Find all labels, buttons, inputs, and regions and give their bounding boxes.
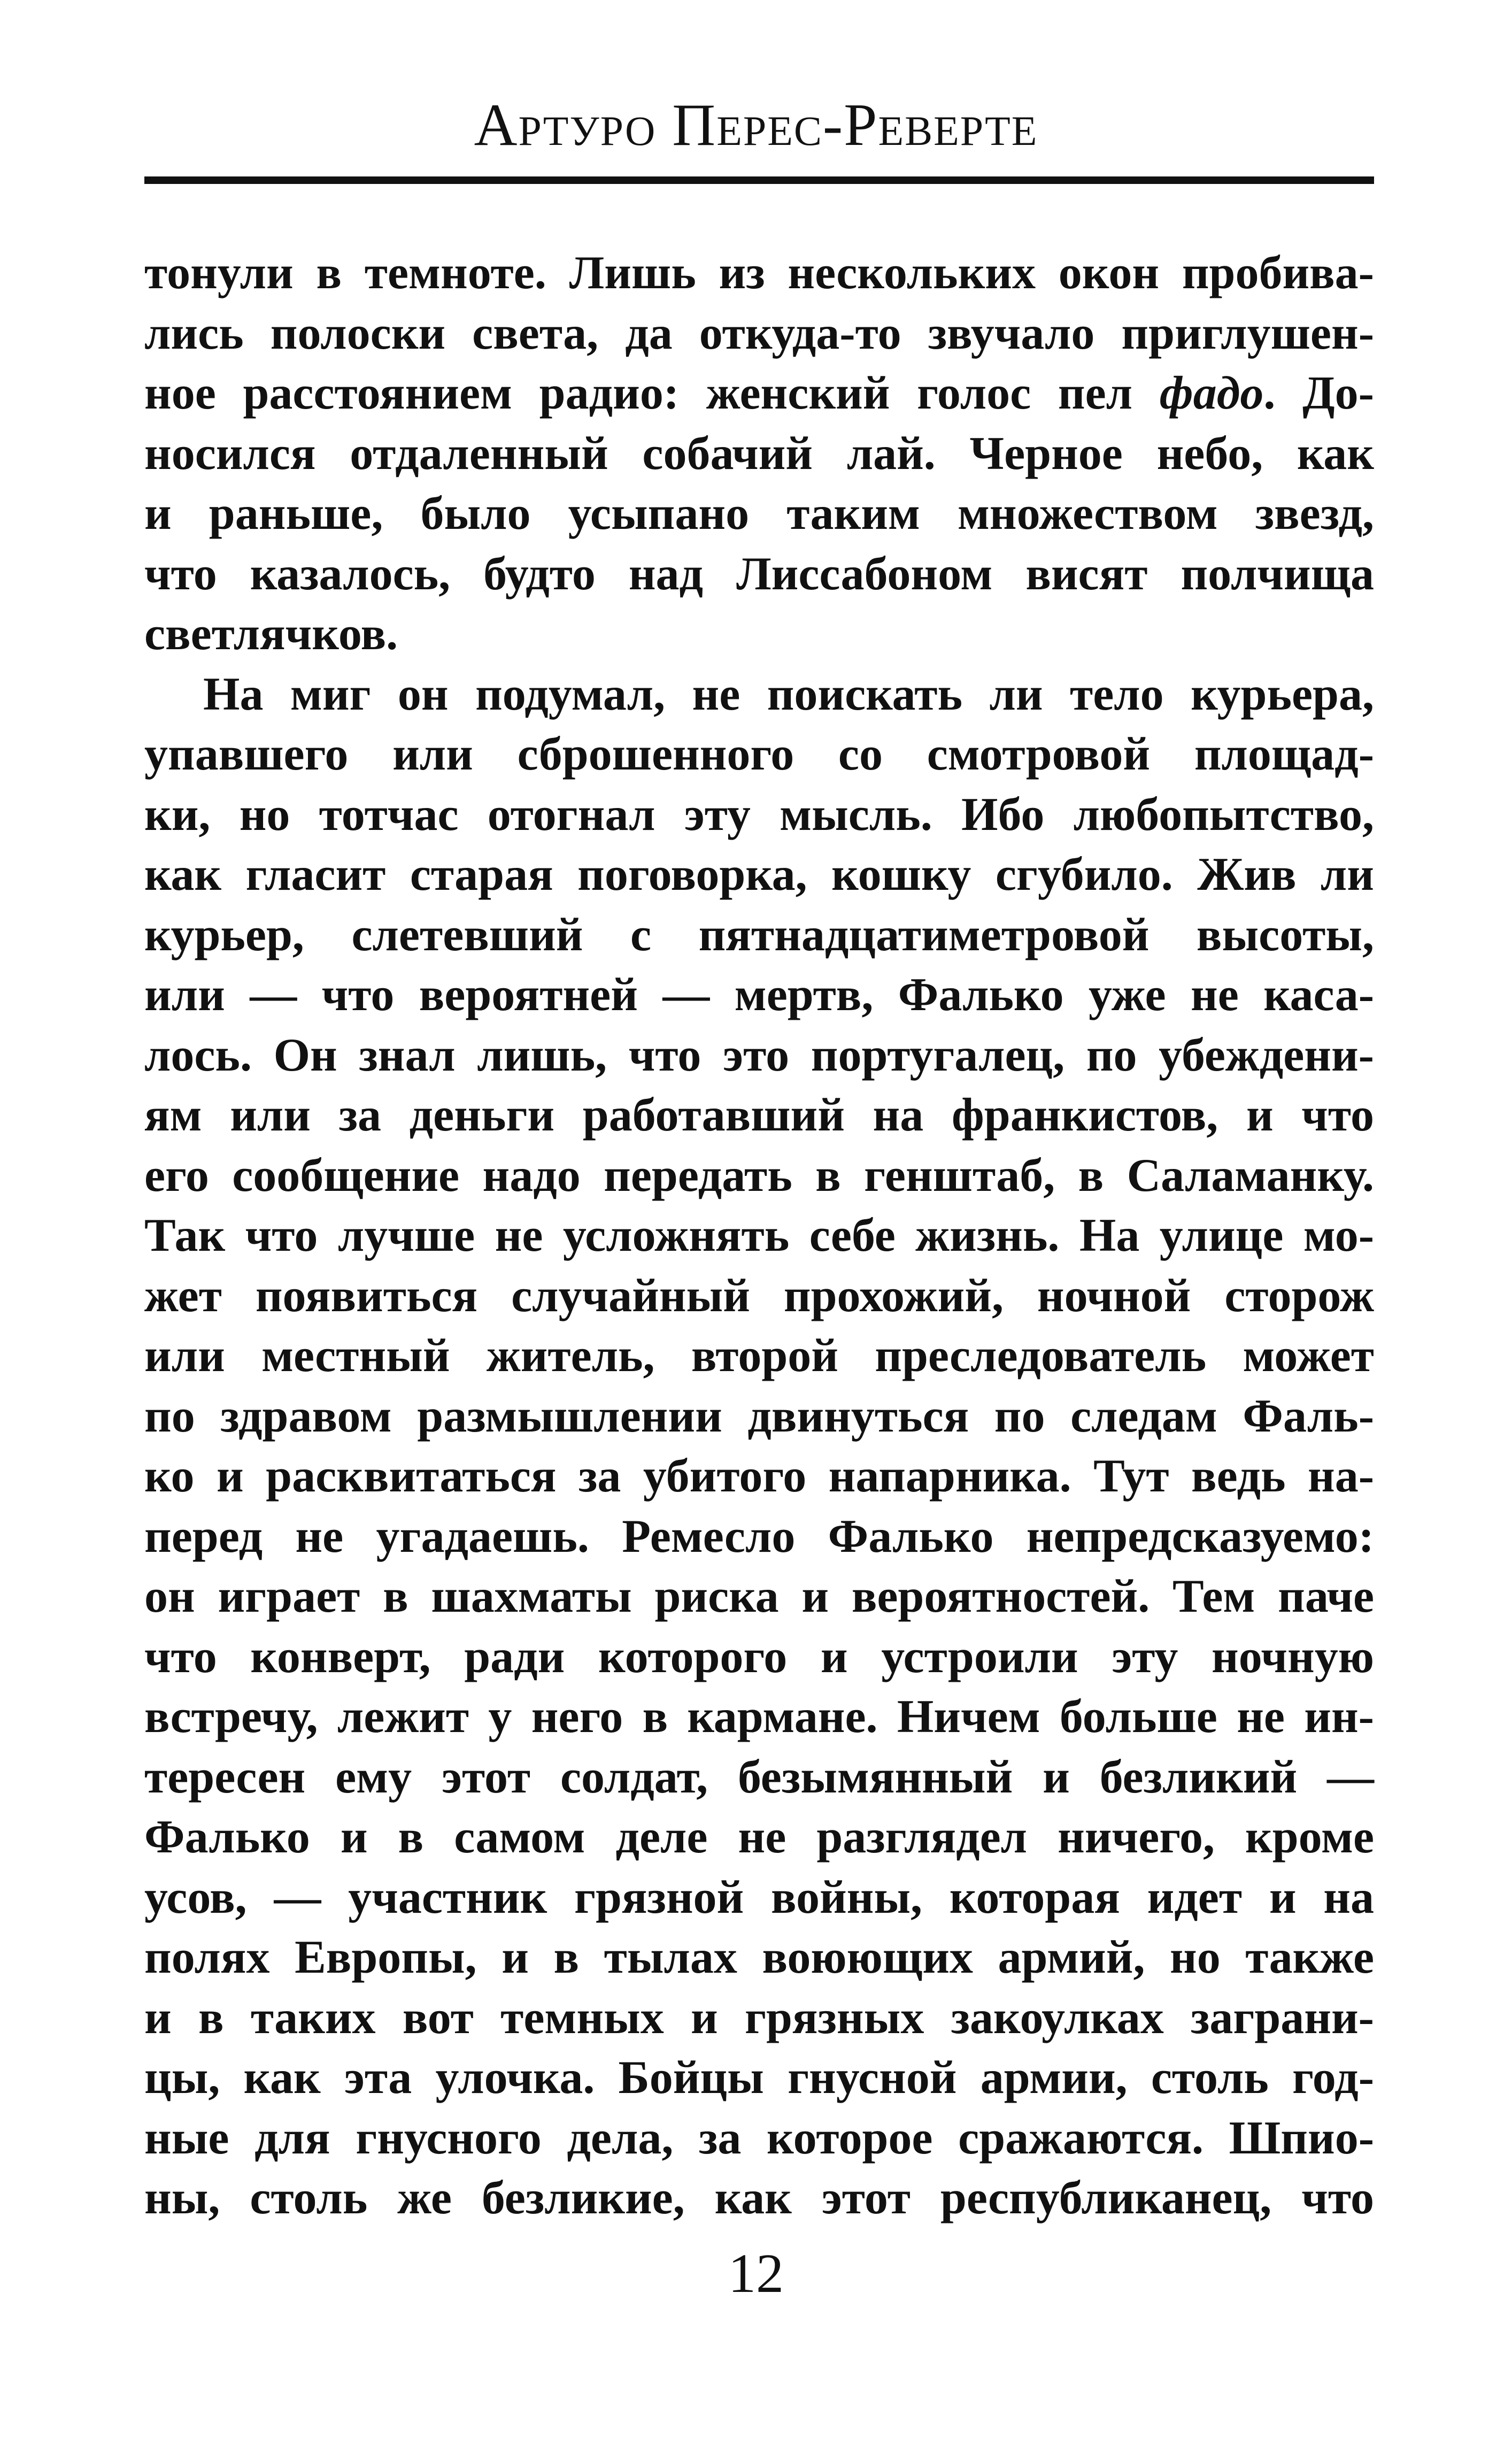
text-line: ное расстоянием радио: женский голос пел фадо. До-	[144, 367, 1374, 419]
text-line: и раньше, было усыпано таким множеством звезд,	[144, 488, 1374, 540]
text-line: усов, — участник грязной войны, которая идет и на	[144, 1871, 1374, 1923]
text-line: носился отдаленный собачий лай. Черное небо, как	[144, 427, 1374, 480]
text-line: лись полоски света, да откуда-то звучало приглушен-	[144, 307, 1374, 359]
text-line: тонули в темноте. Лишь из нескольких окон пробива-	[144, 247, 1374, 299]
text-line: перед не угадаешь. Ремесло Фалько непредсказуемо:	[144, 1510, 1374, 1563]
text-line: Так что лучше не усложнять себе жизнь. На улице мо-	[144, 1210, 1374, 1261]
body-text	[144, 243, 1374, 2229]
text-line: или местный житель, второй преследователь может	[144, 1330, 1374, 1382]
text-line: лось. Он знал лишь, что это португалец, по убеждени-	[144, 1029, 1374, 1081]
text-line: что конверт, ради которого и устроили эту ночную	[144, 1630, 1374, 1683]
text-line: ям или за деньги работавший на франкистов, и что	[144, 1089, 1374, 1141]
text-line: по здравом размышлении двинуться по следам Фаль-	[144, 1390, 1374, 1442]
text-line: как гласит старая поговорка, кошку сгубило. Жив ли	[144, 849, 1374, 901]
text-line: что казалось, будто над Лиссабоном висят полчища	[144, 548, 1374, 600]
paragraph-2	[144, 665, 1374, 2229]
text-line: его сообщение надо передать в генштаб, в Саламанку.	[144, 1149, 1374, 1202]
italic-word: фадо	[1159, 367, 1264, 419]
text-line: встречу, лежит у него в кармане. Ничем больше не ин-	[144, 1691, 1374, 1743]
text-line: он играет в шахматы риска и вероятностей. Тем паче	[144, 1571, 1374, 1622]
text-line: полях Европы, и в тылах воюющих армий, но также	[144, 1932, 1374, 1983]
header-rule	[144, 176, 1374, 184]
text-line: ные для гнусного дела, за которое сражаются. Шпио-	[144, 2112, 1374, 2164]
text-line: ны, столь же безликие, как этот республиканец, что	[144, 2172, 1374, 2224]
text-line: и в таких вот темных и грязных закоулках заграни-	[144, 1991, 1374, 2044]
page-number: 12	[728, 2243, 784, 2304]
text-line: ко и расквитаться за убитого напарника. Тут ведь на-	[144, 1450, 1374, 1502]
text-line: цы, как эта улочка. Бойцы гнусной армии, столь год-	[144, 2052, 1374, 2104]
running-head-title: Артуро Перес-Реверте	[474, 92, 1038, 158]
text-line: или — что вероятней — мертв, Фалько уже не каса-	[144, 969, 1374, 1021]
text-line: тересен ему этот солдат, безымянный и безликий —	[144, 1751, 1374, 1803]
text-line: курьер, слетевший с пятнадцатиметровой высоты,	[144, 909, 1374, 961]
text-line: жет появиться случайный прохожий, ночной сторож	[144, 1269, 1374, 1322]
text-line: Фалько и в самом деле не разглядел ничего, кроме	[144, 1811, 1374, 1863]
text-line: На миг он подумал, не поискать ли тело курьера,	[203, 668, 1374, 720]
paragraph-1	[144, 243, 1374, 665]
text-line: ки, но тотчас отогнал эту мысль. Ибо любопытство,	[144, 788, 1374, 841]
text-line: упавшего или сброшенного со смотровой площад-	[144, 728, 1374, 780]
text-line: светлячков.	[144, 608, 398, 660]
